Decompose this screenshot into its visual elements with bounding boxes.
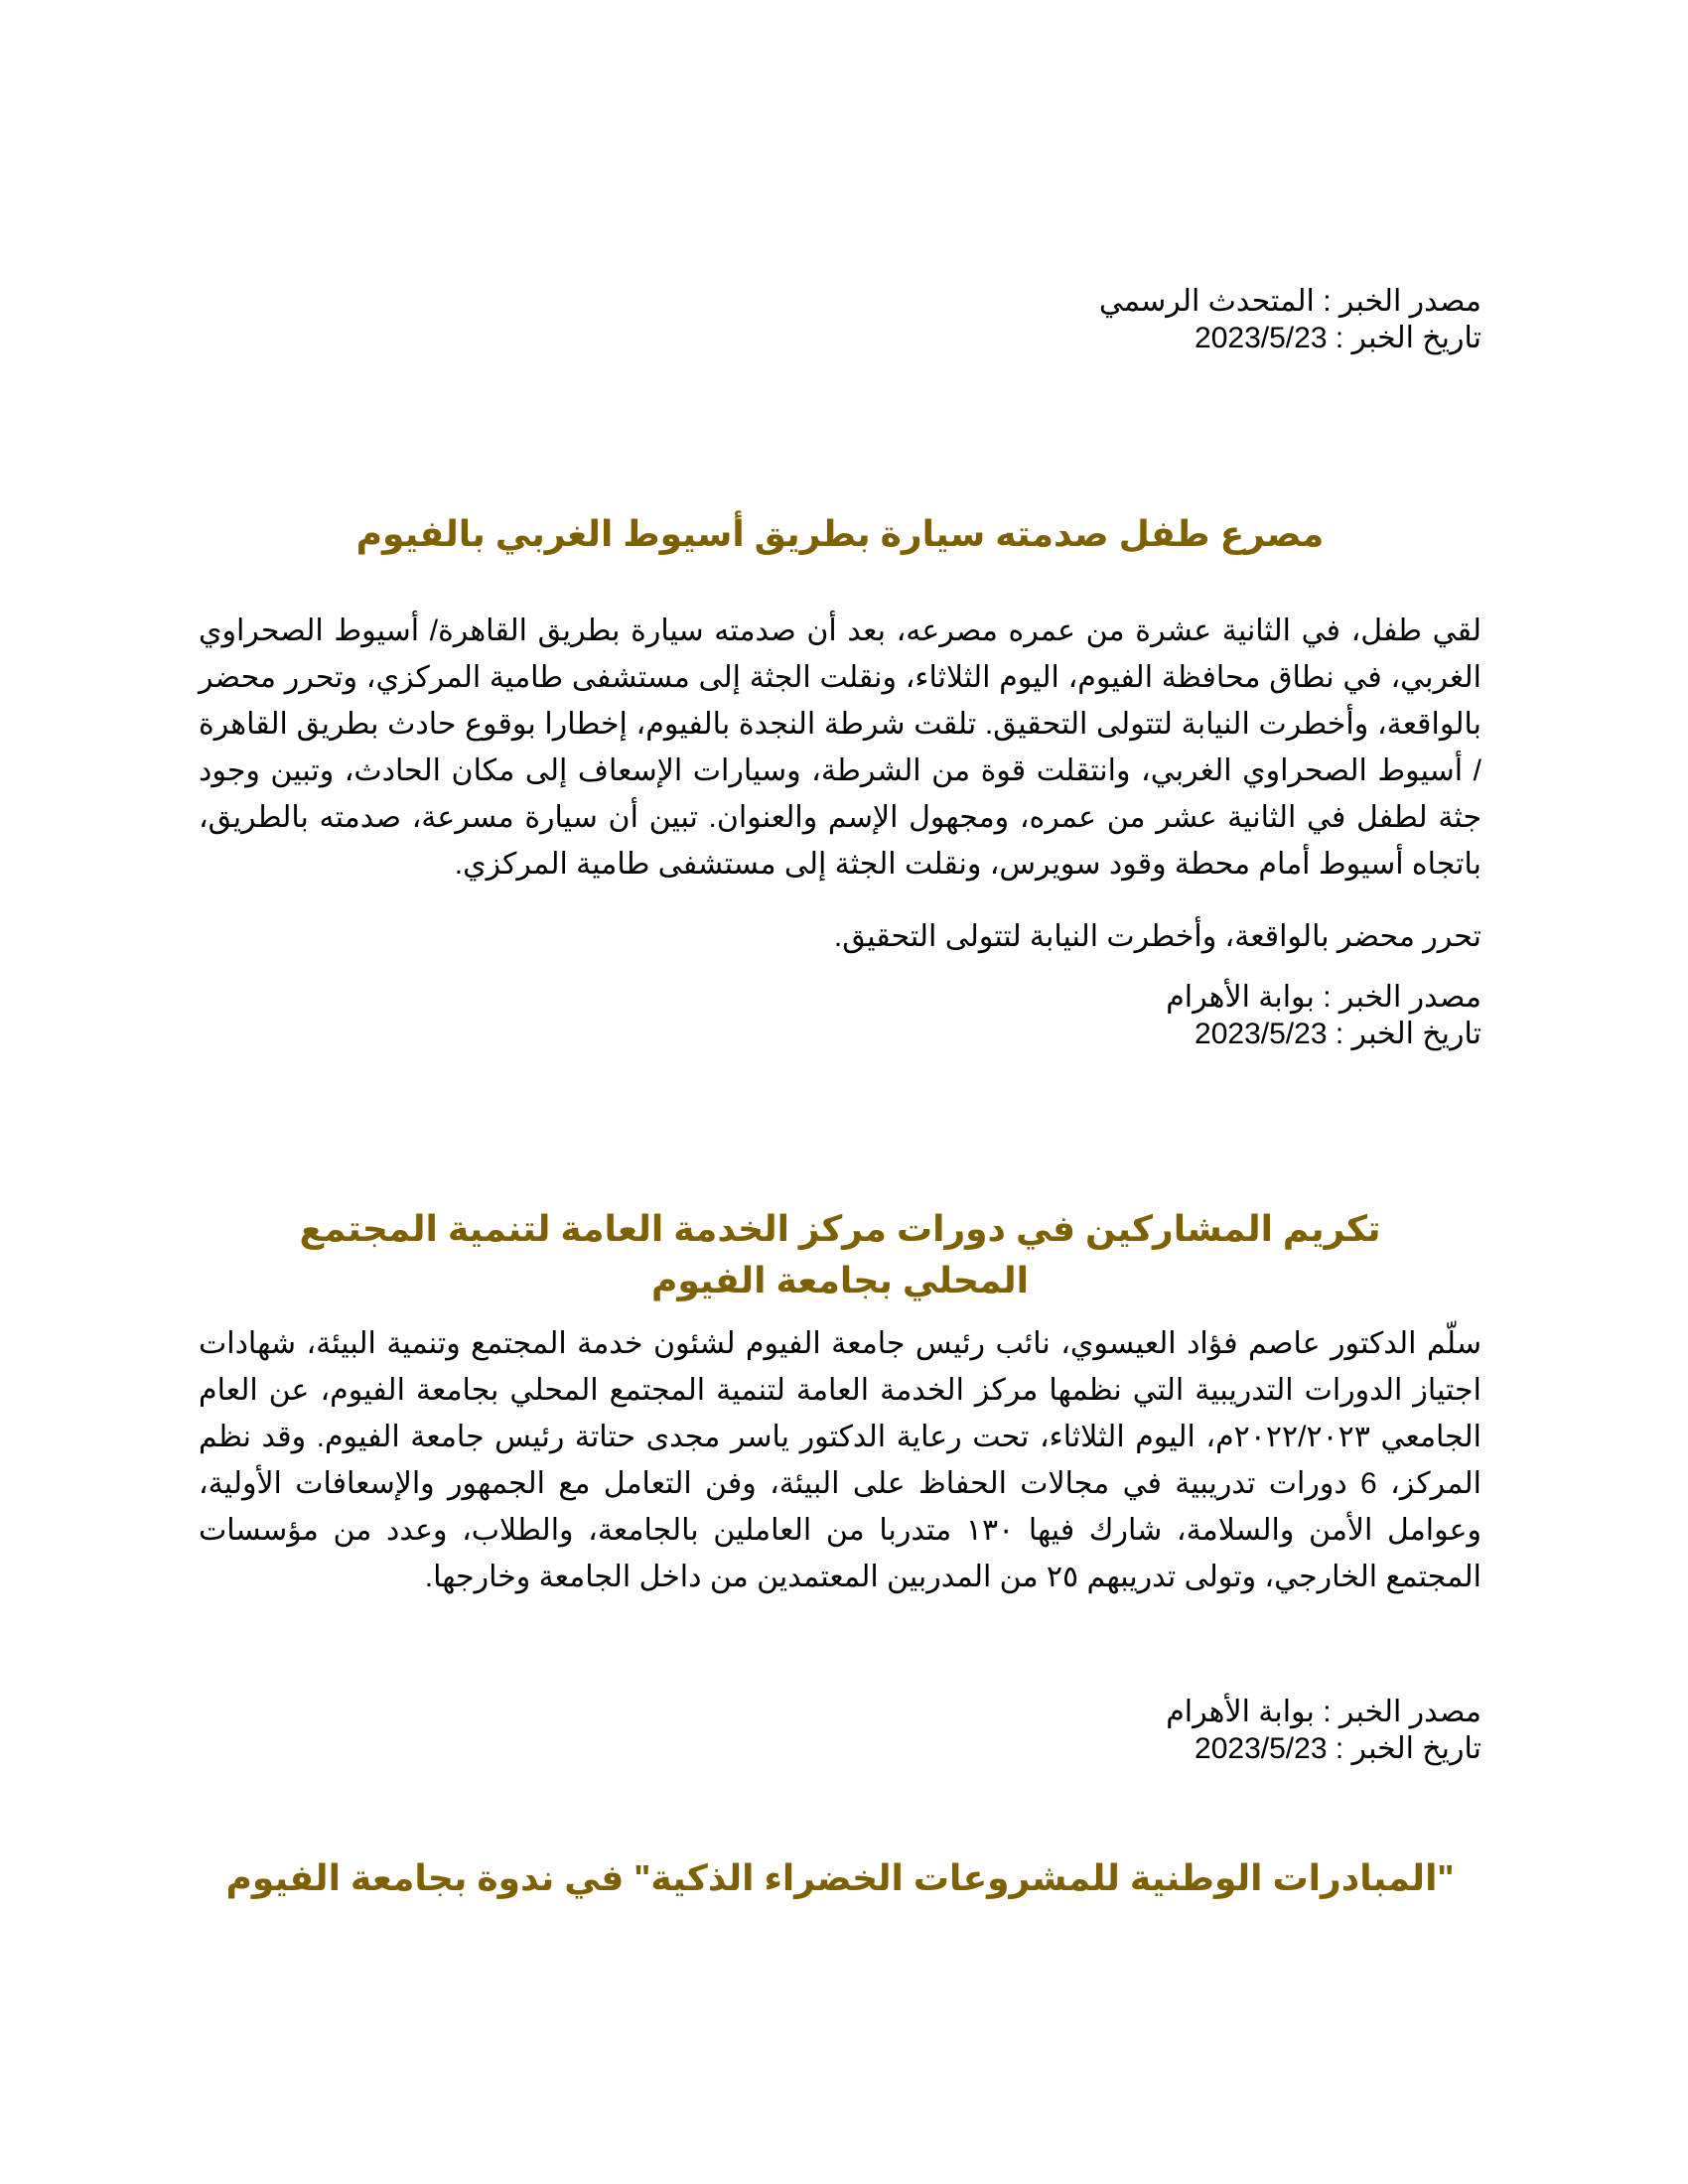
news-source: مصدر الخبر : المتحدث الرسمي (1098, 285, 1481, 318)
article-paragraph: تحرر محضر بالواقعة، وأخطرت النيابة لتتولى التحقيق. (833, 920, 1481, 953)
article-headline: تكريم المشاركين في دورات مركز الخدمة العامة لتنمية المجتمع المحلي بجامعة الفيوم (299, 1208, 1381, 1300)
news-date-value: 2023/5/23 (1195, 1018, 1328, 1050)
news-date (1166, 1016, 1481, 1052)
news-meta-block (1099, 283, 1481, 356)
news-date-value: 2023/5/23 (1195, 322, 1328, 354)
news-date-label: تاريخ الخبر : (1327, 1732, 1481, 1765)
article-headline: مصرع طفل صدمته سيارة بطريق أسيوط الغربي بالفيوم (355, 513, 1325, 554)
news-date-label: تاريخ الخبر : (1327, 322, 1481, 354)
news-source: مصدر الخبر : بوابة الأهرام (1166, 1696, 1481, 1728)
news-meta-block (1166, 979, 1481, 1052)
news-date-label: تاريخ الخبر : (1327, 1018, 1481, 1050)
article-paragraph: لقي طفل، في الثانية عشرة من عمره مصرعه، بعد أن صدمته سيارة بطريق القاهرة/ أسيوط الصحراوي الغربي، في نطاق محافظة الفيوم، اليوم الثلاثاء، ونقلت الجثة إلى مستشفى طامية المركزي، وتحرر محضر بالواقعة، وأخطرت النيابة لتتولى التحقيق. تلقت شرطة النجدة بالفيوم، إخطارا بوقوع حادث بطريق القاهرة / أسيوط الصحراوي الغربي، وانتقلت قوة من الشرطة، وسيارات الإسعاف إلى مكان الحادث، وتبين وجود جثة لطفل في الثانية عشر من عمره، ومجهول الإسم والعنوان. تبين أن سيارة مسرعة، صدمته بالطريق، باتجاه أسيوط أمام محطة وقود سويرس، ونقلت الجثة إلى مستشفى طامية المركزي. (199, 614, 1481, 881)
article-headline: "المبادرات الوطنية للمشروعات الخضراء الذكية" في ندوة بجامعة الفيوم (225, 1857, 1455, 1898)
news-source: مصدر الخبر : بوابة الأهرام (1166, 981, 1481, 1014)
article-paragraph: سلّم الدكتور عاصم فؤاد العيسوي، نائب رئيس جامعة الفيوم لشئون خدمة المجتمع وتنمية البيئة، شهادات اجتياز الدورات التدريبية التي نظمها مركز الخدمة العامة لتنمية المجتمع المحلي بجامعة الفيوم، عن العام الجامعي ٢٠٢٢/٢٠٢٣م، اليوم الثلاثاء، تحت رعاية الدكتور ياسر مجدى حتاتة رئيس جامعة الفيوم. وقد نظم المركز، 6 دورات تدريبية في مجالات الحفاظ على البيئة، وفن التعامل مع الجمهور والإسعافات الأولية، وعوامل الأمن والسلامة، شارك فيها ١٣٠ متدربا من العاملين بالجامعة، والطلاب، وعدد من مؤسسات المجتمع الخارجي، وتولى تدريبهم ٢٥ من المدربين المعتمدين من داخل الجامعة وخارجها. (199, 1327, 1481, 1593)
news-date-value: 2023/5/23 (1195, 1732, 1328, 1765)
news-date (1166, 1730, 1481, 1767)
news-date (1099, 320, 1481, 356)
news-meta-block (1166, 1694, 1481, 1767)
